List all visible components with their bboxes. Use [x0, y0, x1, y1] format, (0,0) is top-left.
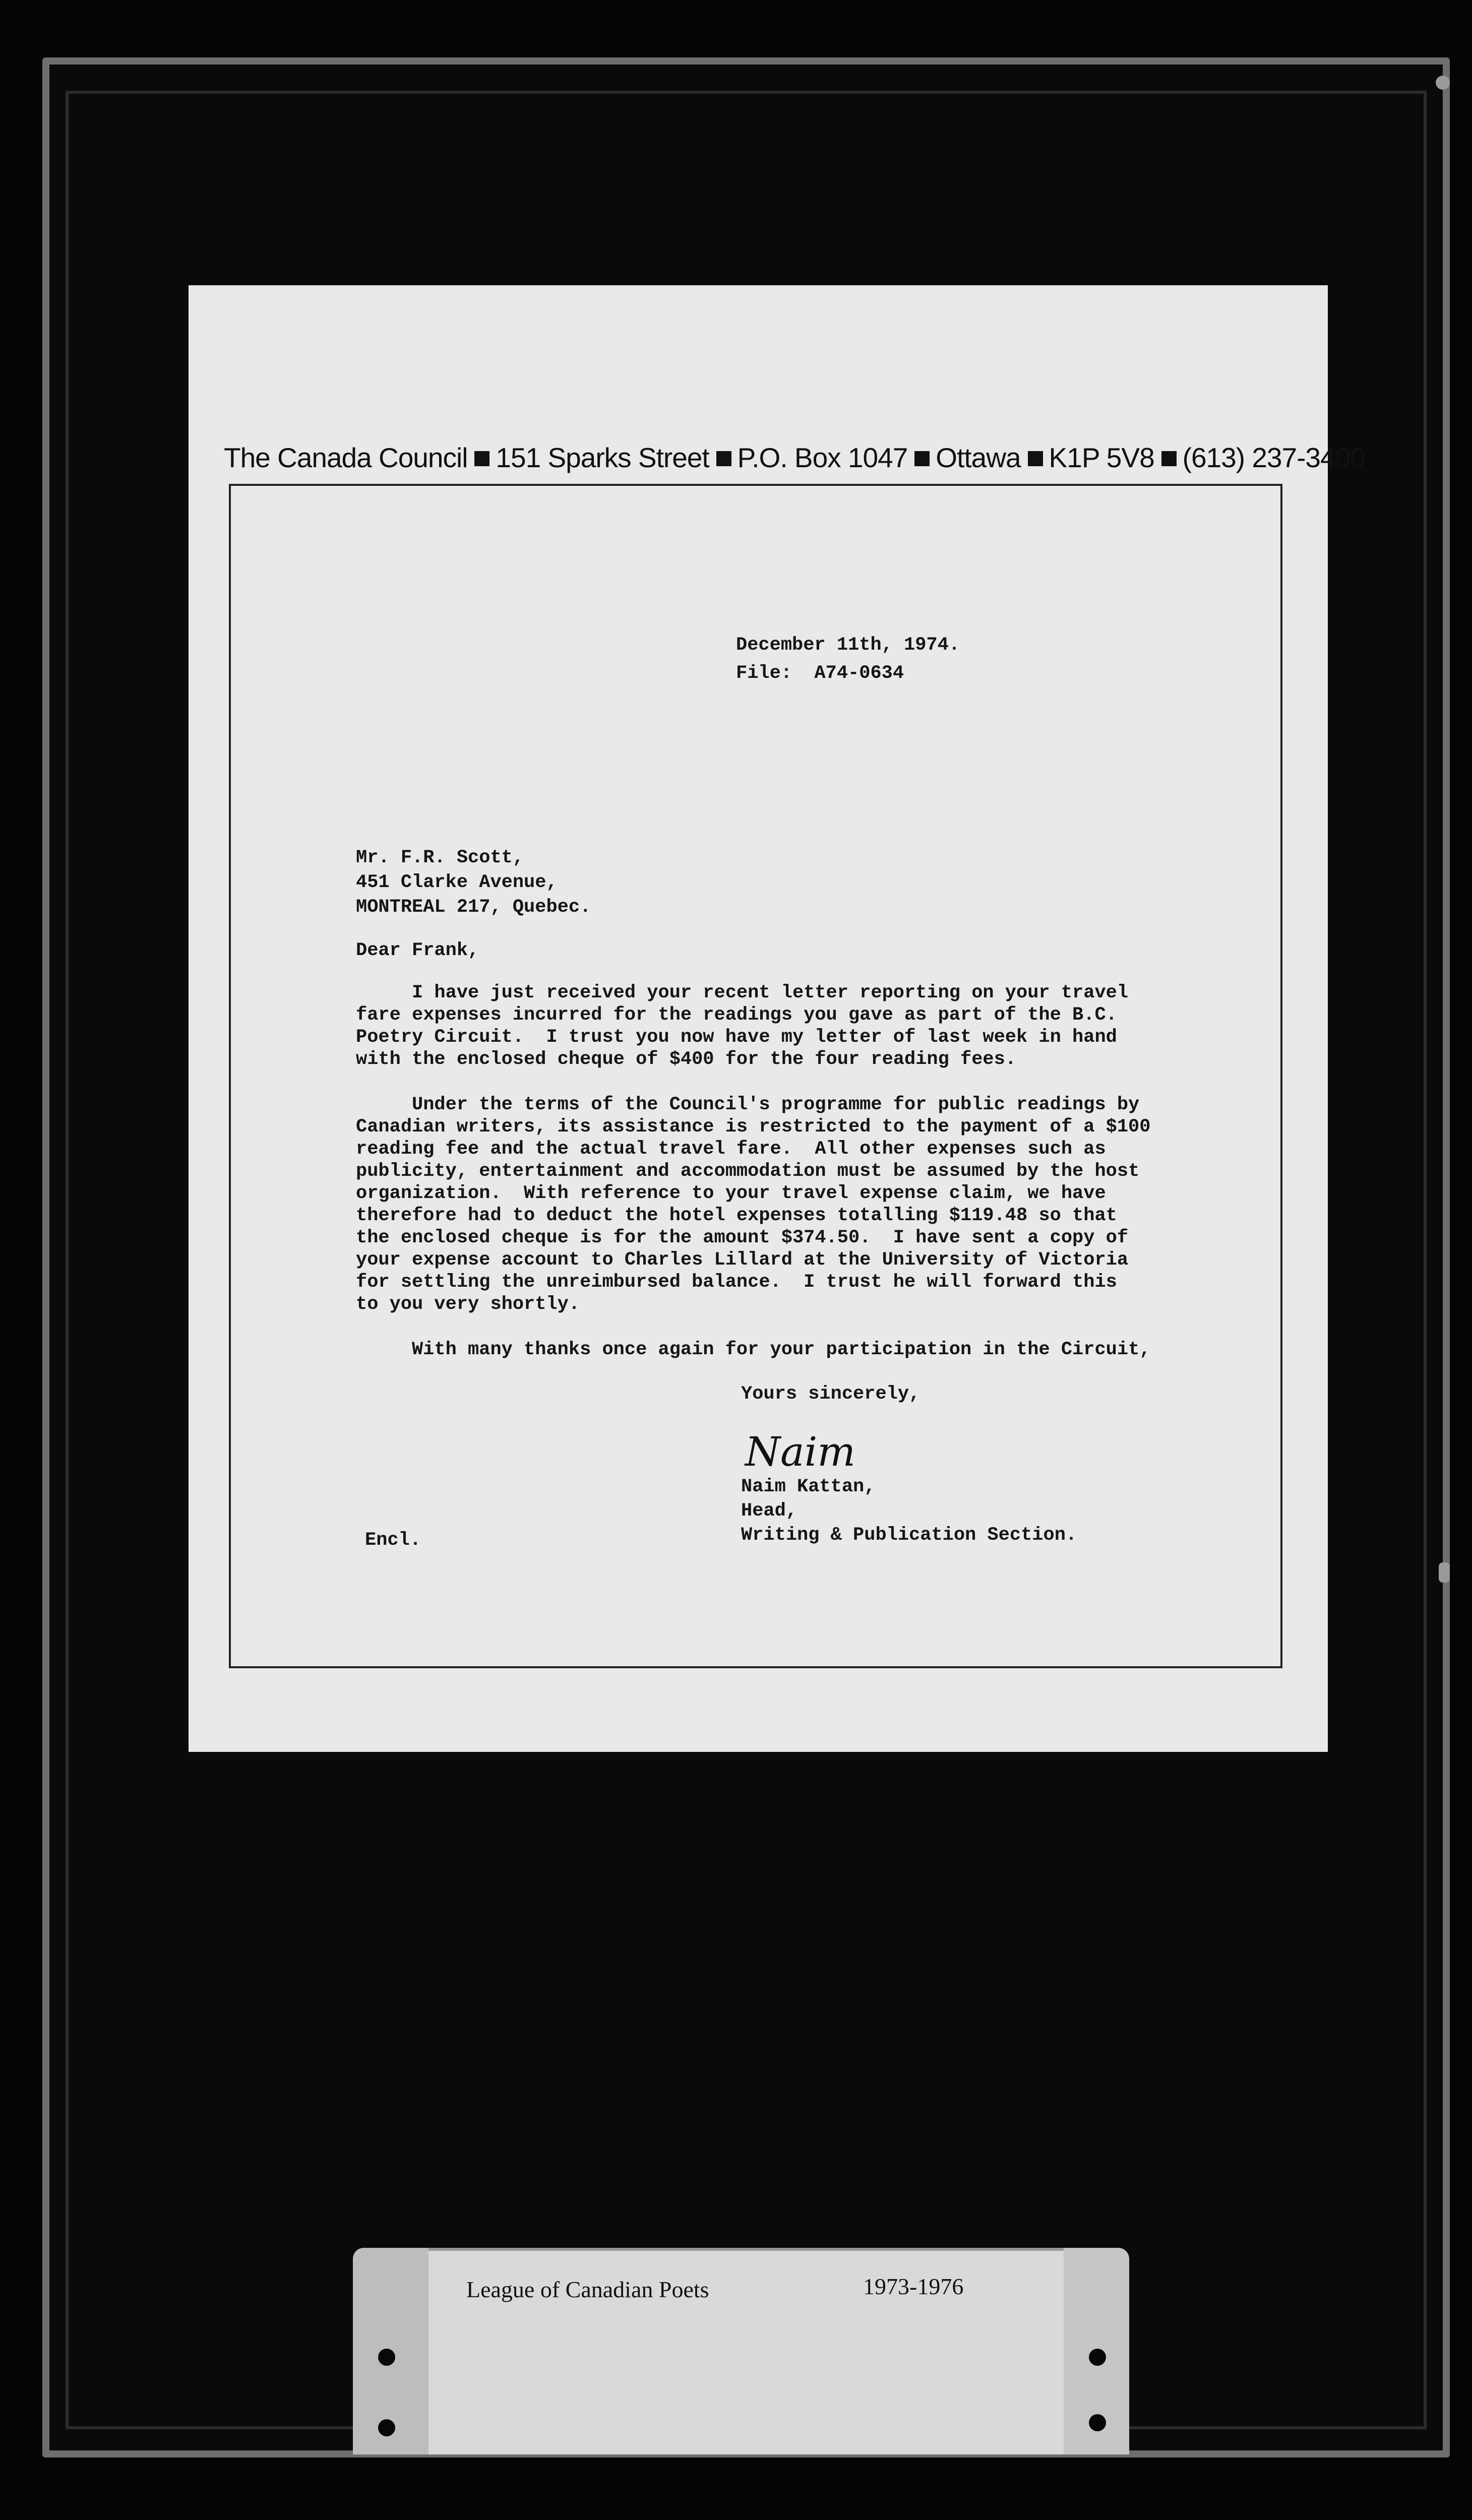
- body-line: fare expenses incurred for the readings you gave as part of the B.C.: [356, 1004, 1117, 1026]
- body-line: to you very shortly.: [356, 1294, 580, 1315]
- letterhead-city: Ottawa: [936, 442, 1021, 473]
- signer-line: Writing & Publication Section.: [741, 1525, 1077, 1546]
- bullet-square-icon: [474, 451, 489, 466]
- body-line: Poetry Circuit. I trust you now have my letter of last week in hand: [356, 1027, 1117, 1048]
- punch-hole: [378, 2419, 395, 2436]
- bullet-square-icon: [1028, 451, 1043, 466]
- salutation: Dear Frank,: [356, 940, 479, 961]
- letterhead-org: The Canada Council: [224, 442, 468, 473]
- letter-page: [189, 285, 1365, 1752]
- letterhead-phone: (613) 237-3400: [1182, 442, 1365, 473]
- letterhead-street: 151 Sparks Street: [496, 442, 709, 473]
- body-line: with the enclosed cheque of $400 for the four reading fees.: [356, 1049, 1017, 1070]
- folder-tab-title: League of Canadian Poets: [466, 2277, 709, 2302]
- body-line: Under the terms of the Council's programme for public readings by: [356, 1094, 1140, 1115]
- bullet-square-icon: [1161, 451, 1177, 466]
- punch-hole: [1089, 2349, 1106, 2366]
- body-line: therefore had to deduct the hotel expenses totalling $119.48 so that: [356, 1205, 1117, 1226]
- body-line: organization. With reference to your travel expense claim, we have: [356, 1183, 1106, 1204]
- recipient-line: Mr. F.R. Scott,: [356, 847, 524, 868]
- letterhead: [224, 442, 1365, 474]
- enclosure-note: Encl.: [365, 1530, 421, 1551]
- recipient-line: MONTREAL 217, Quebec.: [356, 897, 591, 918]
- bullet-square-icon: [914, 451, 930, 466]
- frame-rivet: [1436, 76, 1450, 90]
- signature: Naim: [745, 1428, 856, 1475]
- punch-hole: [1089, 2414, 1106, 2431]
- body-line: for settling the unreimbursed balance. I trust he will forward this: [356, 1272, 1117, 1293]
- frame-clip: [1439, 1562, 1450, 1583]
- body-line: reading fee and the actual travel fare. All other expenses such as: [356, 1139, 1106, 1160]
- letterhead-pobox: P.O. Box 1047: [737, 442, 908, 473]
- recipient-line: 451 Clarke Avenue,: [356, 872, 558, 893]
- bullet-square-icon: [716, 451, 731, 466]
- body-line: With many thanks once again for your participation in the Circuit,: [356, 1339, 1151, 1360]
- letterhead-postal: K1P 5V8: [1049, 442, 1154, 473]
- letter-file-number: File: A74-0634: [736, 663, 904, 684]
- folder-tab-years: 1973-1976: [863, 2274, 964, 2299]
- body-line: I have just received your recent letter reporting on your travel: [356, 982, 1129, 1003]
- body-line: the enclosed cheque is for the amount $374.50. I have sent a copy of: [356, 1227, 1129, 1248]
- folder-tab-card: [353, 2248, 1129, 2454]
- body-line: Canadian writers, its assistance is restricted to the payment of a $100: [356, 1116, 1151, 1138]
- closing: Yours sincerely,: [741, 1383, 921, 1405]
- body-line: your expense account to Charles Lillard at the University of Victoria: [356, 1249, 1129, 1271]
- punch-hole: [378, 2349, 395, 2366]
- signer-line: Naim Kattan,: [741, 1476, 876, 1497]
- letter-date: December 11th, 1974.: [736, 635, 960, 656]
- signer-line: Head,: [741, 1500, 798, 1522]
- body-line: publicity, entertainment and accommodation must be assumed by the host: [356, 1161, 1140, 1182]
